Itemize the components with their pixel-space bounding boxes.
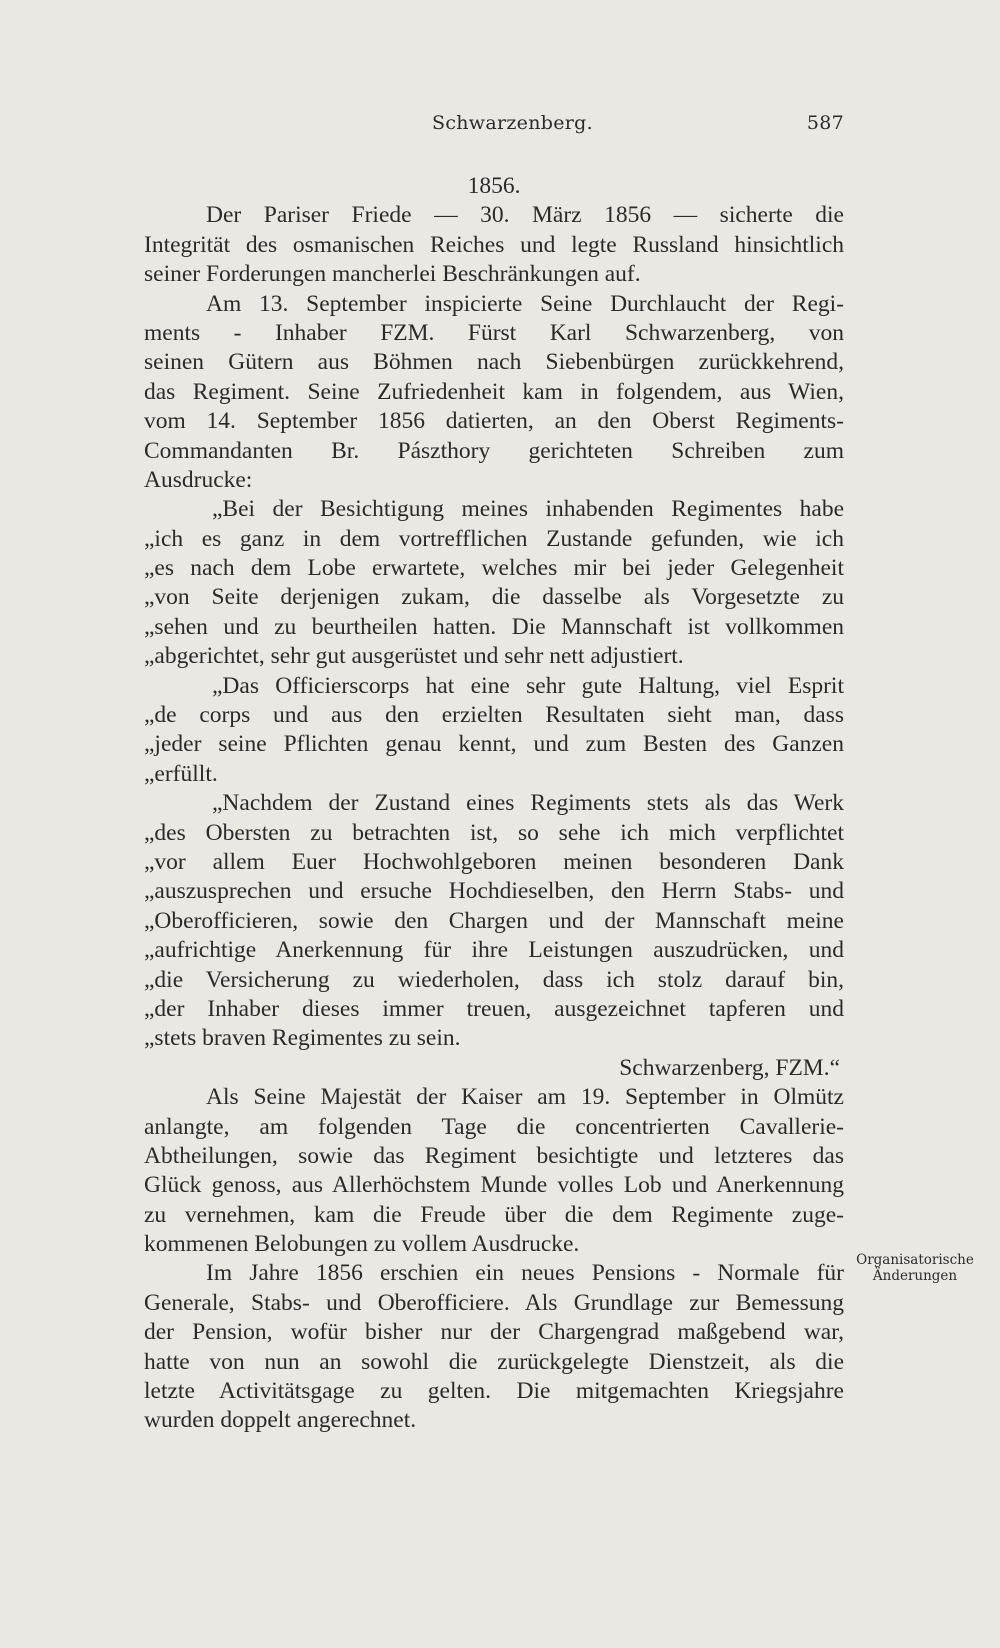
- text-line: „erfüllt.: [144, 760, 218, 787]
- text-line: „von Seite derjenigen zukam, die dasselbe als Vorgesetzte zu: [144, 584, 844, 611]
- text-line: anlangte, am folgenden Tage die concentrierten Cavallerie-: [144, 1113, 844, 1140]
- text-line: wurden doppelt angerechnet.: [144, 1407, 417, 1434]
- text-line: Ausdrucke:: [144, 466, 253, 493]
- text-line: Abtheilungen, sowie das Regiment besichtigte und letzteres das: [144, 1142, 844, 1169]
- text-line: „die Versicherung zu wiederholen, dass ich stolz darauf bin,: [144, 966, 844, 993]
- text-line: „stets braven Regimentes zu sein.: [144, 1025, 461, 1052]
- text-line: „der Inhaber dieses immer treuen, ausgezeichnet tapferen und: [144, 995, 844, 1022]
- text-line: Generale, Stabs- und Oberofficiere. Als Grundlage zur Bemessung: [144, 1289, 844, 1316]
- page-number: 587: [806, 112, 844, 134]
- text-line: „Bei der Besichtigung meines inhabenden Regimentes habe: [212, 496, 844, 523]
- text-line: Der Pariser Friede — 30. März 1856 — sicherte die: [206, 202, 844, 229]
- text-line: kommenen Belobungen zu vollem Ausdrucke.: [144, 1231, 580, 1258]
- text-line: Commandanten Br. Pászthory gerichteten Schreiben zum: [144, 437, 844, 464]
- margin-note: Organisatorische Änderungen: [856, 1252, 974, 1284]
- text-line: Integrität des osmanischen Reiches und legte Russland hinsichtlich: [144, 231, 844, 258]
- text-line: „ich es ganz in dem vortrefflichen Zustande gefunden, wie ich: [144, 525, 844, 552]
- text-line: „Nachdem der Zustand eines Regiments stets als das Werk: [212, 790, 844, 817]
- text-line: „des Obersten zu betrachten ist, so sehe ich mich verpflichtet: [144, 819, 844, 846]
- text-line: vom 14. September 1856 datierten, an den Oberst Regiments-: [144, 408, 844, 435]
- text-line: seinen Gütern aus Böhmen nach Siebenbürgen zurückkehrend,: [144, 349, 844, 376]
- text-line: seiner Forderungen mancherlei Beschränkungen auf.: [144, 261, 641, 288]
- text-line: Am 13. September inspicierte Seine Durchlaucht der Regi-: [206, 290, 844, 317]
- text-line: „Das Officierscorps hat eine sehr gute Haltung, viel Esprit: [212, 672, 844, 699]
- text-line: „Oberofficieren, sowie den Chargen und der Mannschaft meine: [144, 907, 844, 934]
- text-line: ments - Inhaber FZM. Fürst Karl Schwarzenberg, von: [144, 319, 844, 346]
- text-line: Als Seine Majestät der Kaiser am 19. September in Olmütz: [206, 1084, 844, 1111]
- text-line: Im Jahre 1856 erschien ein neues Pensions - Normale für: [206, 1260, 844, 1287]
- text-line: „aufrichtige Anerkennung für ihre Leistungen auszudrücken, und: [144, 937, 844, 964]
- text-line: letzte Activitätsgage zu gelten. Die mitgemachten Kriegsjahre: [144, 1378, 844, 1405]
- text-line: „auszusprechen und ersuche Hochdieselben, den Herrn Stabs- und: [144, 878, 844, 905]
- text-line: „de corps und aus den erzielten Resultaten sieht man, dass: [144, 702, 844, 729]
- text-line: „sehen und zu beurtheilen hatten. Die Mannschaft ist vollkommen: [144, 613, 844, 640]
- text-line: „es nach dem Lobe erwartete, welches mir bei jeder Gelegenheit: [144, 555, 844, 582]
- text-line: „jeder seine Pflichten genau kennt, und zum Besten des Ganzen: [144, 731, 844, 758]
- text-line: Glück genoss, aus Allerhöchstem Munde volles Lob und Anerkennung: [144, 1172, 844, 1199]
- running-title: Schwarzenberg.: [432, 112, 593, 134]
- text-line: hatte von nun an sowohl die zurückgelegte Dienstzeit, als die: [144, 1348, 844, 1375]
- text-line: „vor allem Euer Hochwohlgeboren meinen besonderen Dank: [144, 848, 844, 875]
- body-text: [144, 172, 844, 1436]
- text-line: der Pension, wofür bisher nur der Chargengrad maßgebend war,: [144, 1319, 844, 1346]
- text-line: das Regiment. Seine Zufriedenheit kam in folgendem, aus Wien,: [144, 378, 844, 405]
- section-year: 1856.: [467, 173, 521, 199]
- text-line: zu vernehmen, kam die Freude über die dem Regimente zuge-: [144, 1201, 844, 1228]
- text-line: „abgerichtet, sehr gut ausgerüstet und sehr nett adjustiert.: [144, 643, 684, 670]
- text-line: Schwarzenberg, FZM.“: [619, 1054, 840, 1081]
